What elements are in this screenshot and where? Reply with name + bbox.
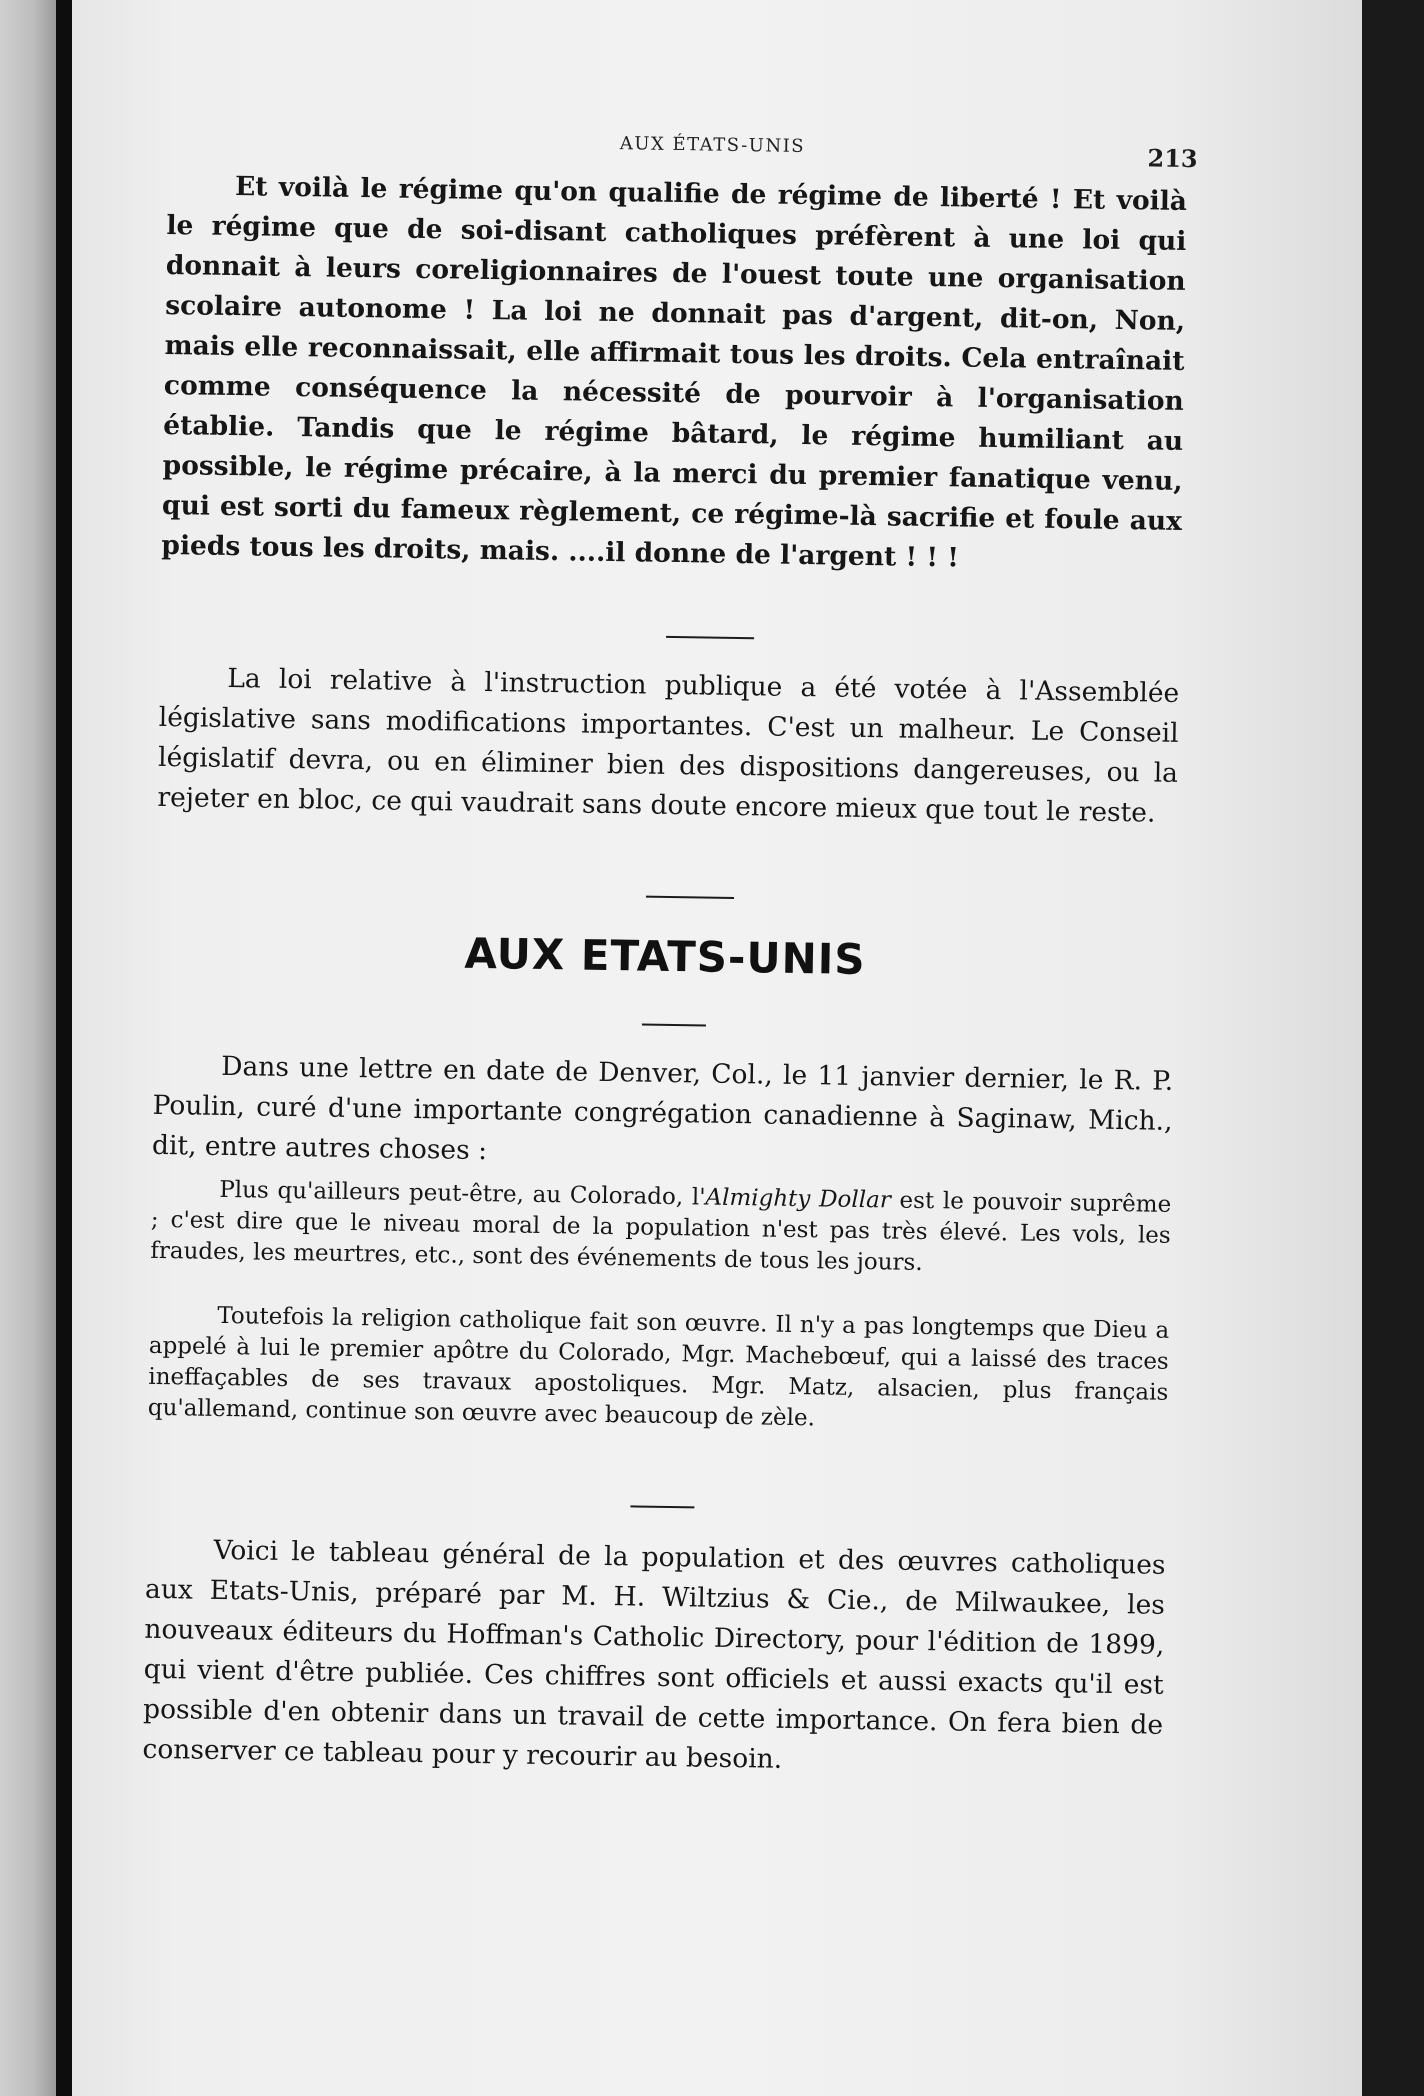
quote-text: est le pouvoir suprême ; c'est dire que le niveau moral de la population n'est pas très élevé. Les vols, les fraudes, les meurtres, etc., sont des événements de tous les jours. (150, 1187, 1172, 1276)
paragraph-liberte: Et voilà le régime qu'on qualifie de régime de liberté ! Et voilà le régime que de soi-disant catholiques préfèrent à une loi qui donnait à leurs coreligionnaires de l'ouest toute une organisation scolaire autonome ! La loi ne donnait pas d'argent, dit-on, Non, mais elle reconnaissait, elle affirmait tous les droits. Cela entraînait comme conséquence la nécessité de pourvoir à l'organisation établie. Tandis que le régime bâtard, le régime humiliant au possible, le régime précaire, à la merci du premier fanatique venu, qui est sorti du fameux règlement, ce régime-là sacrifie et foule aux pieds tous les droits, mais. ....il donne de l'argent ! ! ! (161, 171, 1188, 574)
quote-text: Plus qu'ailleurs peut-être, au Colorado, l' (219, 1176, 706, 1211)
running-title: AUX ÉTATS-UNIS (619, 133, 806, 157)
paragraph-tableau-general: Voici le tableau général de la population et des œuvres catholiques aux Etats-Unis, préparé par M. H. Wiltzius & Cie., de Milwaukee, les nouveaux éditeurs du Hoffman's Catholic Directory, pour l'édition de 1899, qui vient d'être publiée. Ces chiffres sont officiels et aussi exacts qu'il est possible d'en obtenir dans un travail de cette importance. On fera bien de conserver ce tableau pour y recourir au besoin. (142, 1534, 1166, 1775)
paragraph-loi-instruction: La loi relative à l'instruction publique a été votée à l'Assemblée législative sans modifications importantes. C'est un malheur. Le Conseil législatif devra, ou en éliminer bien des dispositions dangereuses, ou la rejeter en bloc, ce qui vaudrait sans doute encore mieux que tout le reste. (157, 662, 1180, 829)
paragraph-lettre-denver: Dans une lettre en date de Denver, Col., le 11 janvier dernier, le R. P. Poulin, curé d'une importante congrégation canadienne à Saginaw, Mich., dit, entre autres choses : (151, 1050, 1174, 1167)
page-number: 213 (1147, 143, 1198, 174)
quoted-letter-colorado (150, 1174, 1171, 1283)
section-heading: AUX ETATS-UNIS (464, 928, 866, 985)
book-gutter (56, 0, 72, 2096)
quoted-letter-religion: Toutefois la religion catholique fait son œuvre. Il n'y a pas longtemps que Dieu a appelé à lui le premier apôtre du Colorado, Mgr. Machebœuf, qui a laissé des traces ineffaçables de ses travaux apostoliques. Mgr. Matz, alsacien, plus français qu'allemand, continue son œuvre avec beaucoup de zèle. (147, 1302, 1170, 1432)
scan-background (1362, 0, 1424, 2096)
facing-page-edge (0, 0, 56, 2096)
quote-italic-phrase: Almighty Dollar (705, 1184, 892, 1214)
